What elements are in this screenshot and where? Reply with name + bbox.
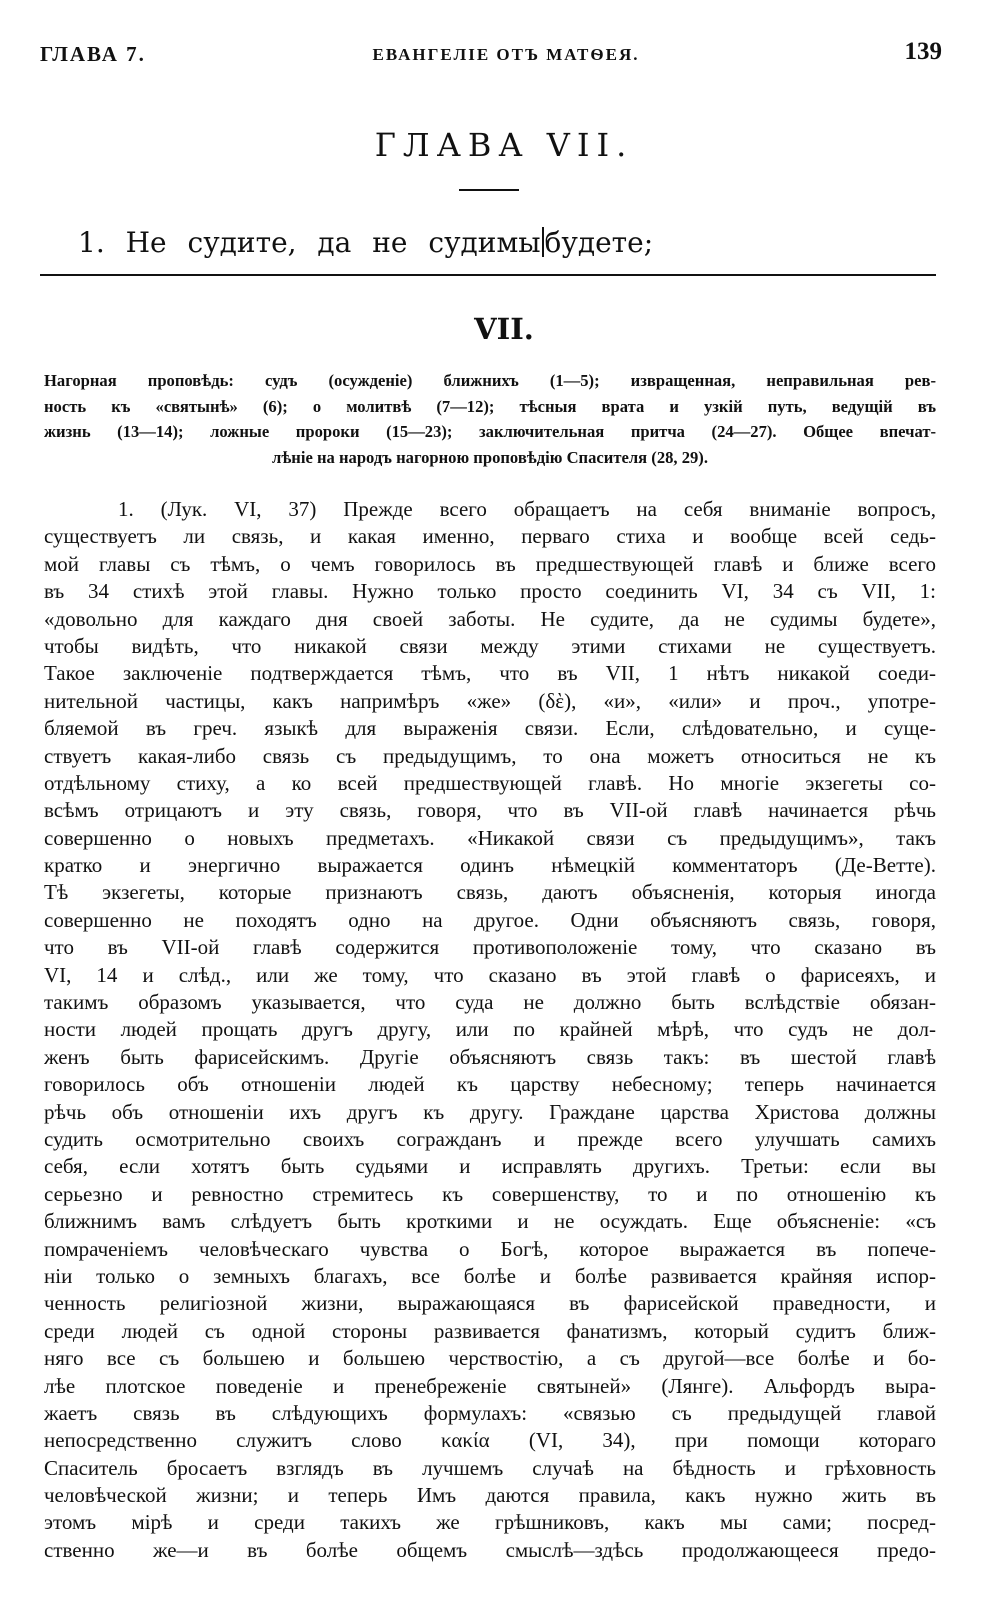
commentary-line: среди людей съ одной стороны развивается фанатизмъ, который судитъ ближ- (44, 1318, 936, 1343)
summary-line: жизнь (13—14); ложные пророки (15—23); заключительная притча (24—27). Общее впечат- (44, 422, 936, 441)
verse-text-part-2: будете; (544, 226, 654, 259)
commentary-line: кратко и энергично выражается одинъ нѣмецкiй комментаторъ (Де-Ветте). (44, 853, 936, 878)
commentary-line: въ 34 стихѣ этой главы. Нужно только просто соединить VI, 34 съ VII, 1: (44, 579, 936, 604)
commentary-line: совершенно о новыхъ предметахъ. «Никакой связи съ предыдущимъ», такъ (44, 825, 936, 850)
commentary-line: VI, 14 и слѣд., или же тому, что сказано въ этой главѣ о фарисеяхъ, и (44, 962, 936, 987)
commentary-line: ственно же—и въ болѣе общемъ смыслѣ—здѣсь продолжающееся предо- (44, 1537, 936, 1562)
commentary-line: судить осмотрительно своихъ согражданъ и прежде всего улучшать самихъ (44, 1126, 936, 1151)
section-number: VII. (474, 312, 534, 346)
commentary-line: мой главы съ тѣмъ, о чемъ говорилось въ предшествующей главѣ и ближе всего (44, 551, 936, 576)
verse-number: 1. (78, 226, 105, 259)
commentary-body (44, 496, 936, 1564)
commentary-line: что въ VII-ой главѣ содержится противоположенiе тому, что сказано въ (44, 935, 936, 960)
commentary-line: человѣческой жизни; и теперь Имъ даются правила, какъ нужно жить въ (44, 1483, 936, 1508)
commentary-line: такимъ образомъ указывается, что суда не должно быть вслѣдствiе обязан- (44, 990, 936, 1015)
running-head-title: ЕВАНГЕЛIЕ ОТЪ МАТѲЕЯ. (372, 45, 640, 64)
commentary-line: Спаситель бросаетъ взглядъ въ лучшемъ случаѣ на бѣдность и грѣховность (44, 1455, 936, 1480)
scripture-verse (78, 226, 653, 259)
commentary-line: ближнимъ вамъ слѣдуетъ быть кроткими и не осуждать. Еще объясненiе: «съ (44, 1209, 936, 1234)
commentary-line: отдѣльному стиху, а ко всей предшествующей главѣ. Но многiе экзегеты со- (44, 770, 936, 795)
commentary-line: лѣе плотское поведенiе и пренебреженiе святыней» (Лянге). Альфордъ выра- (44, 1373, 936, 1398)
commentary-line: этомъ мiрѣ и среди такихъ же грѣшниковъ, какъ мы сами; посред- (44, 1510, 936, 1535)
chapter-summary (44, 368, 936, 470)
running-head-chapter: ГЛАВА 7. (40, 42, 146, 66)
commentary-line: существуетъ ли связь, и какая именно, перваго стиха и вообще всей седь- (44, 524, 936, 549)
summary-line: Нагорная проповѣдь: судъ (осужденiе) ближнихъ (1—5); извращенная, неправильная рев- (44, 371, 936, 390)
commentary-line: непосредственно служитъ слово κακία (VI, 34), при помощи котораго (44, 1428, 936, 1453)
commentary-line: чтобы видѣть, что никакой связи между этими стихами не существуетъ. (44, 633, 936, 658)
commentary-line: жаетъ связь въ слѣдующихъ формулахъ: «связью съ предыдущей главой (44, 1400, 936, 1425)
running-head (40, 34, 942, 74)
page-number: 139 (904, 38, 942, 65)
commentary-line: женъ быть фарисейскимъ. Другiе объясняютъ связь такъ: въ шестой главѣ (44, 1044, 936, 1069)
commentary-line: «довольно для каждаго дня своей заботы. Не судите, да не судимы будете», (44, 606, 936, 631)
commentary-line: нительной частицы, какъ напримѣръ «же» (δὲ), «и», «или» и проч., употре- (44, 688, 936, 713)
commentary-line: рѣчь объ отношенiи ихъ другъ къ другу. Граждане царства Христова должны (44, 1099, 936, 1124)
commentary-line: бляемой въ греч. языкѣ для выраженiя связи. Если, слѣдовательно, и суще- (44, 716, 936, 741)
commentary-line: говорилось объ отношенiи людей къ царству небесному; теперь начинается (44, 1072, 936, 1097)
commentary-line: помраченiемъ человѣческаго чувства о Богѣ, которое выражается въ попече- (44, 1236, 936, 1261)
commentary-line: ченность религiозной жизни, выражающаяся въ фарисейской праведности, и (44, 1291, 936, 1316)
chapter-title-rule (459, 189, 519, 191)
scripture-divider-rule (40, 274, 936, 276)
commentary-line: совершенно не походятъ одно на другое. Одни объясняютъ связь, говоря, (44, 907, 936, 932)
commentary-line: себя, если хотятъ быть судьями и исправлять другихъ. Третьи: если вы (44, 1154, 936, 1179)
commentary-line: ности людей прощать другъ другу, или по крайней мѣрѣ, что судъ не дол- (44, 1017, 936, 1042)
summary-line: ность къ «святынѣ» (6); о молитвѣ (7—12); тѣсныя врата и узкiй путь, ведущiй въ (44, 396, 936, 416)
commentary-line: Такое заключенiе подтверждается тѣмъ, что въ VII, 1 нѣтъ никакой соеди- (44, 661, 936, 686)
commentary-line: всѣмъ отрицаютъ и эту связь, говоря, что въ VII-ой главѣ начинается рѣчь (44, 798, 936, 823)
commentary-line: Тѣ экзегеты, которые признаютъ связь, даютъ объясненiя, которыя иногда (44, 880, 936, 905)
commentary-line: серьезно и ревностно стремитесь къ совершенству, то и по отношенiю къ (44, 1181, 936, 1206)
commentary-line: няго все съ большею и большею черствостiю, а съ другой—все болѣе и бо- (44, 1346, 936, 1371)
verse-text-part-1: Не судите, да не судимы (125, 226, 541, 259)
summary-line: лѣнiе на народъ нагорною проповѣдiю Спасителя (28, 29). (272, 447, 708, 467)
chapter-title: ГЛАВА VII. (374, 126, 634, 164)
verse-divider-bar (542, 227, 544, 257)
commentary-line: ствуетъ какая-либо связь съ предыдущимъ, то она можетъ относиться не къ (44, 743, 936, 768)
commentary-line: 1. (Лук. VI, 37) Прежде всего обращаетъ на себя вниманiе вопросъ, (118, 497, 936, 521)
commentary-line: нiи только о земныхъ благахъ, все болѣе и болѣе развивается крайняя испор- (44, 1263, 936, 1288)
